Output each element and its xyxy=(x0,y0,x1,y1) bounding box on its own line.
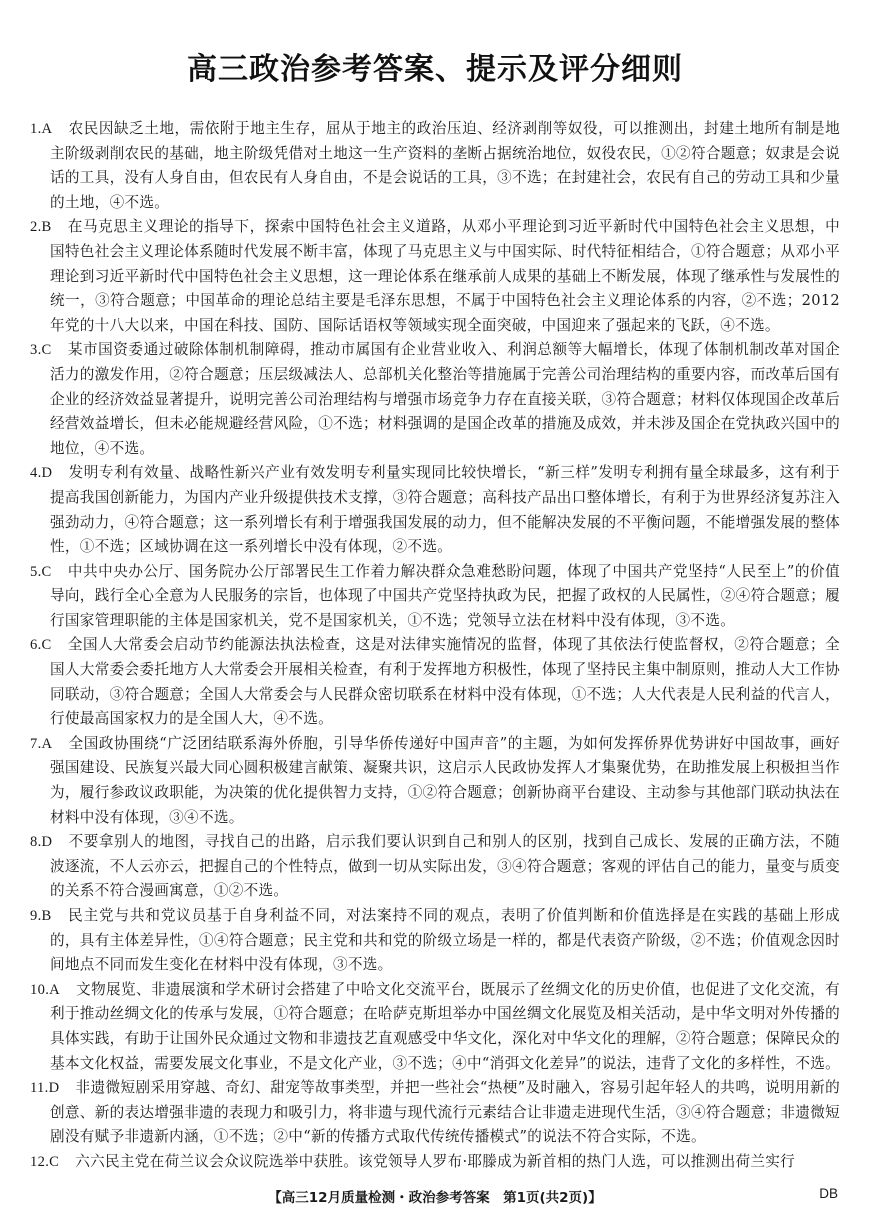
explanation-text: 全国政协围绕“广泛团结联系海外侨胞，引导华侨传递好中国声音”的主题，为如何发挥侨界优势讲好中国故事，画好强国建设、民族复兴最大同心圆积极建言献策、凝聚共识，这启示人民政协发挥人才集聚优势，在助推发展上积极担当作为，履行参政议政职能，为决策的优化提供智力支持，①②符合题意；创新协商平台建设、主动参与其他部门联动执法在材料中没有体现，③④不选。 xyxy=(50,734,840,826)
answer-item xyxy=(30,215,840,338)
answer-letter: B xyxy=(41,219,52,236)
question-number: 4. xyxy=(30,465,42,482)
explanation-text: 中共中央办公厅、国务院办公厅部署民生工作着力解决群众急难愁盼问题，体现了中国共产党坚持“人民至上”的价值导向，践行全心全意为人民服务的宗旨，也体现了中国共产党坚持执政为民，把握了政权的人民属性，②④符合题意；履行国家管理职能的主体是国家机关，党不是国家机关，①不选；党领导立法在材料中没有体现，③不选。 xyxy=(50,562,840,629)
answer-item xyxy=(30,461,840,559)
question-number: 11. xyxy=(30,1080,49,1097)
answer-item xyxy=(30,904,840,978)
footer-label: 【高三12月质量检测・政治参考答案 第1页(共2页)】 xyxy=(268,1190,602,1206)
answer-letter: C xyxy=(41,637,52,654)
answer-letter: D xyxy=(48,1080,60,1097)
explanation-text: 非遗微短剧采用穿越、奇幻、甜宠等故事类型，并把一些社会“热梗”及时融入，容易引起年轻人的共鸣，说明用新的创意、新的表达增强非遗的表现力和吸引力，将非遗与现代流行元素结合让非遗走进现代生活，③④符合题意；非遗微短剧没有赋予非遗新内涵，①不选；②中“新的传播方式取代传统传播模式”的说法不符合实际，不选。 xyxy=(50,1079,840,1146)
answer-letter: B xyxy=(41,908,52,924)
answer-letter: C xyxy=(41,563,52,580)
question-number: 12. xyxy=(30,1153,50,1170)
answer-item xyxy=(30,633,840,731)
explanation-text: 民主党与共和党议员基于自身利益不同，对法案持不同的观点，表明了价值判断和价值选择是在实践的基础上形成的，具有主体差异性，①④符合题意；民主党和共和党的阶级立场是一样的，都是代表资产阶级，②不选；价值观念因时间地点不同而发生变化在材料中没有体现，③不选。 xyxy=(50,907,840,974)
answer-letter: A xyxy=(41,735,53,752)
question-number: 5. xyxy=(30,563,42,580)
question-number: 8. xyxy=(30,834,42,851)
page-footer xyxy=(0,1186,870,1210)
question-number: 2. xyxy=(30,219,42,236)
answer-item xyxy=(30,338,840,461)
answer-item xyxy=(30,560,840,634)
question-number: 7. xyxy=(30,735,42,752)
question-number: 9. xyxy=(30,908,42,924)
answer-letter: A xyxy=(41,121,53,137)
question-number: 1. xyxy=(30,121,42,137)
explanation-text: 在马克思主义理论的指导下，探索中国特色社会主义道路，从邓小平理论到习近平新时代中国特色社会主义思想，中国特色社会主义理论体系随时代发展不断丰富，体现了马克思主义与中国实际、时代特征相结合，①符合题意；从邓小平理论到习近平新时代中国特色社会主义思想，这一理论体系在继承前人成果的基础上不断发展，体现了继承性与发展性的统一，③符合题意；中国革命的理论总结主要是毛泽东思想，不属于中国特色社会主义理论体系的内容，②不选；2012年党的十八大以来，中国在科技、国防、国际话语权等领域实现全面突破，中国迎来了强起来的飞跃，④不选。 xyxy=(50,218,840,334)
footer-code: DB xyxy=(819,1186,838,1201)
answer-list xyxy=(30,117,840,1175)
answer-item xyxy=(30,978,840,1076)
answer-item xyxy=(30,1150,840,1175)
explanation-text: 六六民主党在荷兰议会众议院选举中获胜。该党领导人罗布·耶滕成为新首相的热门人选，可以推测出荷兰实行 xyxy=(75,1152,796,1170)
answer-item xyxy=(30,732,840,830)
answer-item xyxy=(30,117,840,215)
question-number: 3. xyxy=(30,342,42,359)
answer-letter: A xyxy=(49,981,60,998)
question-number: 6. xyxy=(30,637,42,654)
explanation-text: 文物展览、非遗展演和学术研讨会搭建了中哈文化交流平台，既展示了丝绸文化的历史价值，也促进了文化交流，有利于推动丝绸文化的传承与发展，①符合题意；在哈萨克斯坦举办中国丝绸文化展览及相关活动，是中华文明对外传播的具体实践，有助于让国外民众通过文物和非遗技艺直观感受中华文化，深化对中华文化的理解，②符合题意；保障民众的基本文化权益，需要发展文化事业，不是文化产业，③不选；④中“消弭文化差异”的说法，违背了文化的多样性，不选。 xyxy=(50,980,841,1072)
explanation-text: 不要拿别人的地图，寻找自己的出路，启示我们要认识到自己和别人的区别，找到自己成长、发展的正确方法，不随波逐流，不人云亦云，把握自己的个性特点，做到一切从实际出发，③④符合题意；客观的评估自己的能力，量变与质变的关系不符合漫画寓意，①②不选。 xyxy=(50,833,840,900)
answer-item xyxy=(30,1076,840,1150)
answer-letter: C xyxy=(41,342,52,359)
explanation-text: 农民因缺乏土地，需依附于地主生存，屈从于地主的政治压迫、经济剥削等奴役，可以推测出，封建土地所有制是地主阶级剥削农民的基础，地主阶级凭借对土地这一生产资料的垄断占据统治地位，奴役农民，①②符合题意；奴隶是会说话的工具，没有人身自由，但农民有人身自由，不是会说话的工具，③不选；在封建社会，农民有自己的劳动工具和少量的土地，④不选。 xyxy=(50,120,840,211)
page-title: 高三政治参考答案、提示及评分细则 xyxy=(187,52,683,87)
answer-letter: D xyxy=(41,834,53,851)
answer-letter: D xyxy=(41,465,53,482)
explanation-text: 全国人大常委会启动节约能源法执法检查，这是对法律实施情况的监督，体现了其依法行使监督权，②符合题意；全国人大常委会委托地方人大常委会开展相关检查，有利于发挥地方积极性，体现了坚持民主集中制原则，推动人大工作协同联动，③符合题意；全国人大常委会与人民群众密切联系在材料中没有体现，①不选；人大代表是人民利益的代言人，行使最高国家权力的是全国人大，④不选。 xyxy=(50,636,840,728)
question-number: 10. xyxy=(30,981,50,998)
explanation-text: 发明专利有效量、战略性新兴产业有效发明专利量实现同比较快增长，“新三样”发明专利拥有量全球最多，这有利于提高我国创新能力，为国内产业升级提供技术支撑，③符合题意；高科技产品出口整体增长，有利于为世界经济复苏注入强劲动力，④符合题意；这一系列增长有利于增强我国发展的动力，但不能解决发展的不平衡问题，不能增强发展的整体性，①不选；区域协调在这一系列增长中没有体现，②不选。 xyxy=(50,464,840,556)
answer-item xyxy=(30,830,840,904)
explanation-text: 某市国资委通过破除体制机制障碍，推动市属国有企业营业收入、利润总额等大幅增长，体现了体制机制改革对国企活力的激发作用，②符合题意；压层级减法人、总部机关化整治等措施属于完善公司治理结构的重要内容，而改革后国有企业的经济效益显著提升，说明完善公司治理结构与增强市场竞争力存在直接关联，③符合题意；材料仅体现国企改革后经营效益增长，但未必能规避经营风险，①不选；材料强调的是国企改革的措施及成效，并未涉及国企在党执政兴国中的地位，④不选。 xyxy=(50,341,840,457)
answer-letter: C xyxy=(49,1153,60,1170)
